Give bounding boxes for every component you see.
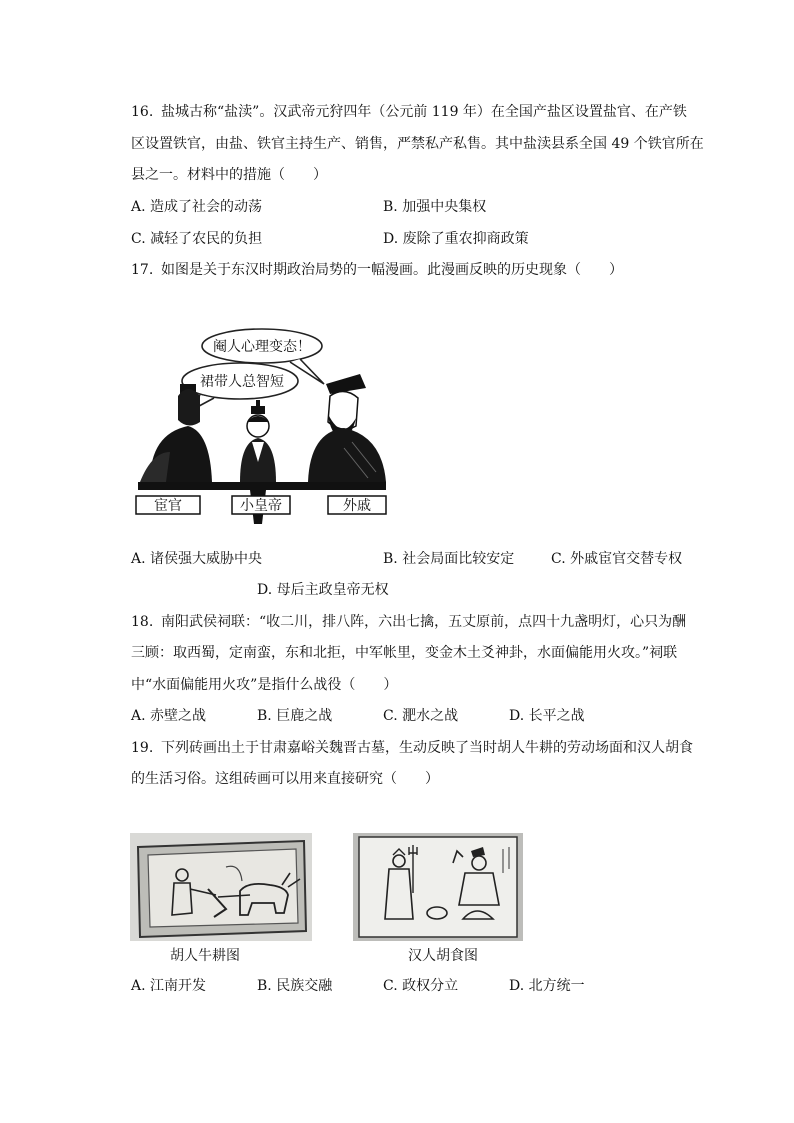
option-text: 长平之战	[528, 708, 585, 724]
q19-option-d[interactable]	[509, 976, 585, 996]
q16-option-d[interactable]	[383, 229, 529, 249]
option-text: 政权分立	[402, 978, 459, 994]
q18-stem-3: 中“水面偏能用火攻”是指什么战役（ ）	[131, 677, 398, 693]
option-label: A.	[131, 551, 146, 567]
option-text: 诸侯强大威胁中央	[150, 551, 263, 567]
bubble-top-text: 阉人心理变态！	[213, 339, 311, 355]
q19-option-b[interactable]	[257, 976, 332, 996]
q17-option-b[interactable]	[383, 549, 514, 569]
q16-option-a[interactable]	[131, 197, 262, 217]
caption-han-eating: 汉人胡食图	[408, 948, 478, 964]
q17-number: 17.	[131, 262, 154, 278]
option-label: D.	[257, 582, 273, 598]
q18-option-d[interactable]	[509, 706, 585, 726]
q16-stem-1: 盐城古称“盐渎”。汉武帝元狩四年（公元前 119 年）在全国产盐区设置盐官、在产铁	[161, 104, 687, 120]
q17-option-a[interactable]	[131, 549, 262, 569]
option-label: A.	[131, 199, 146, 215]
option-text: 北方统一	[528, 978, 585, 994]
option-label: B.	[383, 551, 398, 567]
option-label: C.	[551, 551, 566, 567]
consort-relative-figure	[308, 374, 386, 482]
q18-option-a[interactable]	[131, 706, 206, 726]
option-text: 减轻了农民的负担	[150, 231, 263, 247]
option-text: 造成了社会的动荡	[150, 199, 263, 215]
q18-line-1	[131, 612, 686, 632]
q19-option-c[interactable]	[383, 976, 458, 996]
seesaw-beam	[138, 482, 386, 490]
little-emperor-figure	[240, 400, 276, 482]
option-label: C.	[383, 708, 398, 724]
option-text: 民族交融	[276, 978, 333, 994]
bubble-left-text: 裙带人总智短	[200, 374, 284, 390]
label-consort: 外戚	[343, 498, 371, 514]
q19-number: 19.	[131, 740, 154, 756]
option-text: 淝水之战	[402, 708, 459, 724]
ox-plowing-brick-painting	[130, 833, 312, 941]
q18-stem-1: 南阳武侯祠联：“收二川，排八阵，六出七擒，五丈原前，点四十九盏明灯，心只为酬	[161, 614, 687, 630]
q16-stem-3: 县之一。材料中的措施（ ）	[131, 167, 327, 183]
q16-number: 16.	[131, 104, 154, 120]
option-label: C.	[383, 978, 398, 994]
q18-number: 18.	[131, 614, 154, 630]
option-text: 加强中央集权	[402, 199, 487, 215]
q16-option-c[interactable]	[131, 229, 262, 249]
option-text: 废除了重农抑商政策	[402, 231, 529, 247]
q19-stem-1: 下列砖画出土于甘肃嘉峪关魏晋古墓，生动反映了当时胡人牛耕的劳动场面和汉人胡食	[161, 740, 693, 756]
q19-option-a[interactable]	[131, 976, 206, 996]
label-little-emperor: 小皇帝	[240, 498, 282, 514]
q17-option-d[interactable]	[257, 580, 389, 600]
option-text: 母后主政皇帝无权	[276, 582, 389, 598]
option-label: C.	[131, 231, 146, 247]
option-text: 江南开发	[150, 978, 207, 994]
q17-cartoon	[130, 322, 392, 532]
option-label: D.	[509, 978, 525, 994]
option-label: A.	[131, 978, 146, 994]
q16-line-1	[131, 102, 687, 122]
q17-option-c[interactable]	[551, 549, 682, 569]
option-text: 巨鹿之战	[276, 708, 333, 724]
label-eunuch: 宦官	[154, 498, 182, 514]
caption-ox-plowing: 胡人牛耕图	[170, 948, 240, 964]
q17-stem-1: 如图是关于东汉时期政治局势的一幅漫画。此漫画反映的历史现象（ ）	[161, 262, 623, 278]
option-label: D.	[509, 708, 525, 724]
option-label: B.	[257, 708, 272, 724]
han-eating-brick-painting	[353, 833, 523, 941]
option-text: 社会局面比较安定	[402, 551, 515, 567]
option-label: B.	[257, 978, 272, 994]
option-text: 赤壁之战	[150, 708, 207, 724]
q19-line-1	[131, 738, 693, 758]
q18-stem-2: 三顾：取西蜀，定南蛮，东和北拒，中军帐里，变金木土爻神卦，水面偏能用火攻。”祠联	[131, 645, 678, 661]
option-label: D.	[383, 231, 399, 247]
q18-option-b[interactable]	[257, 706, 332, 726]
option-label: A.	[131, 708, 146, 724]
q16-stem-2: 区设置铁官，由盐、铁官主持生产、销售，严禁私产私售。其中盐渎县系全国 49 个铁官所在	[131, 136, 704, 152]
q19-stem-2: 的生活习俗。这组砖画可以用来直接研究（ ）	[131, 771, 439, 787]
q17-line-1	[131, 260, 623, 280]
q16-option-b[interactable]	[383, 197, 486, 217]
q18-option-c[interactable]	[383, 706, 458, 726]
option-label: B.	[383, 199, 398, 215]
option-text: 外戚宦官交替专权	[570, 551, 683, 567]
